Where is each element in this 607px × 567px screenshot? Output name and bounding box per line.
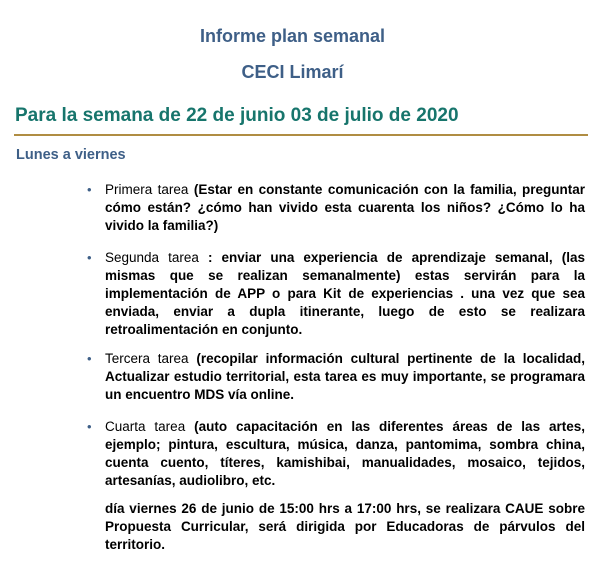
task-label: Cuarta tarea xyxy=(105,419,195,434)
week-heading: Para la semana de 22 de junio 03 de julio de 2020 xyxy=(15,105,459,126)
bullet-icon: • xyxy=(87,182,92,197)
bullet-icon: • xyxy=(87,419,92,434)
days-subheading: Lunes a viernes xyxy=(16,147,126,163)
task-label: Primera tarea xyxy=(105,182,194,197)
task-label: Segunda tarea xyxy=(105,250,208,265)
task-description: : enviar una experiencia de aprendizaje semanal, (las mismas que se realizan semanalmente) estas servirán para la implementación de APP o para Kit de experiencias . una vez que sea enviada, enviar a dupla itinerante, luego de esto se realizara retroalimentación en conjunto. xyxy=(105,250,586,337)
task-label: Tercera tarea xyxy=(105,351,197,366)
caue-note: día viernes 26 de junio de 15:00 hrs a 17:00 hrs, se realizara CAUE sobre Propuesta Curricular, será dirigida por Educadoras de párvulos del territorio. xyxy=(105,501,585,552)
report-title: Informe plan semanal xyxy=(199,26,386,46)
report-subtitle: CECI Limarí xyxy=(241,62,344,82)
heading-divider xyxy=(14,134,588,136)
bullet-icon: • xyxy=(87,250,92,265)
task-item-4 xyxy=(87,418,586,490)
task-description: (auto capacitación en las diferentes áreas de las artes, ejemplo; pintura, escultura, música, danza, pantomima, sombra china, cuenta cuento, títeres, kamishibai, manualidades, mosaico, tejidos, artesanías, audiolibro, etc. xyxy=(105,419,586,488)
task-item-2 xyxy=(87,249,586,339)
task-description: (Estar en constante comunicación con la familia, preguntar cómo están? ¿cómo han vivido esta cuarenta los niños? ¿Cómo lo ha vivido la familia?) xyxy=(105,182,586,233)
task-item-3 xyxy=(87,350,585,404)
task-description: (recopilar información cultural pertinente de la localidad, Actualizar estudio territorial, esta tarea es muy importante, se programara un encuentro MDS vía online. xyxy=(105,351,585,402)
task-item-1 xyxy=(87,181,586,235)
bullet-icon: • xyxy=(87,351,92,366)
